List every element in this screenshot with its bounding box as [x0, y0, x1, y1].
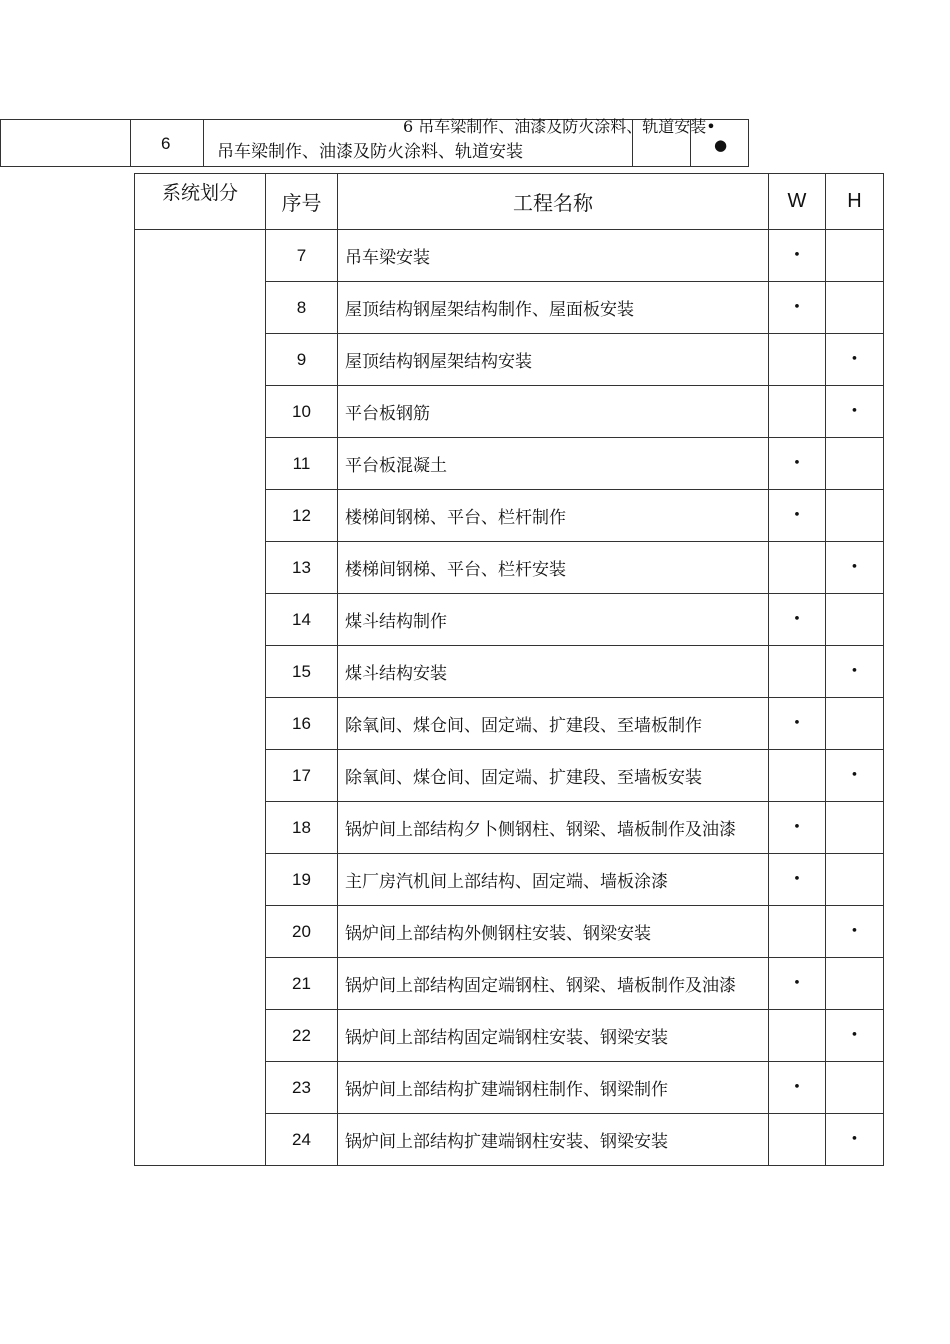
row-number: 17: [266, 750, 338, 802]
row-number: 12: [266, 490, 338, 542]
table-body: [135, 230, 884, 1166]
row-number: 11: [266, 438, 338, 490]
row-h-mark: [826, 594, 884, 646]
row-w-mark: [769, 750, 826, 802]
row-h-mark: •: [826, 386, 884, 438]
row-name: 煤斗结构制作: [338, 594, 769, 646]
row-w-mark: [769, 386, 826, 438]
row-h-mark: •: [826, 542, 884, 594]
header-system: 系统划分: [135, 174, 266, 230]
row-w-mark: [769, 1010, 826, 1062]
row-number: 22: [266, 1010, 338, 1062]
header-h: H: [826, 174, 884, 230]
row-w-mark: [769, 646, 826, 698]
row-number: 21: [266, 958, 338, 1010]
row-number: 15: [266, 646, 338, 698]
row-h-mark: [826, 282, 884, 334]
row-name: 锅炉间上部结构外侧钢柱安装、钢梁安装: [338, 906, 769, 958]
row-number: 16: [266, 698, 338, 750]
row-number: 7: [266, 230, 338, 282]
row-name: 除氧间、煤仓间、固定端、扩建段、至墙板安装: [338, 750, 769, 802]
row-number: 13: [266, 542, 338, 594]
row-name: 屋顶结构钢屋架结构制作、屋面板安装: [338, 282, 769, 334]
row-h-mark: •: [826, 750, 884, 802]
row-h-mark: [826, 958, 884, 1010]
row-h-mark: [826, 802, 884, 854]
row-name: 锅炉间上部结构扩建端钢柱安装、钢梁安装: [338, 1114, 769, 1166]
row-w-mark: •: [769, 490, 826, 542]
row-name: 锅炉间上部结构固定端钢柱、钢梁、墙板制作及油漆: [338, 958, 769, 1010]
row-w-mark: [769, 906, 826, 958]
row-h-mark: •: [826, 334, 884, 386]
row-w-mark: [769, 334, 826, 386]
row-w-mark: •: [769, 594, 826, 646]
row-name: 煤斗结构安装: [338, 646, 769, 698]
row-number: 20: [266, 906, 338, 958]
row-h-mark: [826, 490, 884, 542]
row-name: 除氧间、煤仓间、固定端、扩建段、至墙板制作: [338, 698, 769, 750]
overlay-text: 6 吊车梁制作、油漆及防火涂料、轨道安装•: [403, 117, 716, 136]
row-number: 14: [266, 594, 338, 646]
row-w-mark: •: [769, 230, 826, 282]
row-number: 9: [266, 334, 338, 386]
row-h-mark: [826, 230, 884, 282]
row-w-mark: •: [769, 854, 826, 906]
top-row-name: 吊车梁制作、油漆及防火涂料、轨道安装: [217, 142, 523, 162]
top-row-number-cell: [130, 119, 204, 167]
row-number: 23: [266, 1062, 338, 1114]
row-h-mark: •: [826, 906, 884, 958]
row-name: 锅炉间上部结构固定端钢柱安装、钢梁安装: [338, 1010, 769, 1062]
row-name: 主厂房汽机间上部结构、固定端、墙板涂漆: [338, 854, 769, 906]
row-h-mark: [826, 854, 884, 906]
row-name: 锅炉间上部结构夕卜侧钢柱、钢梁、墙板制作及油漆: [338, 802, 769, 854]
row-name: 屋顶结构钢屋架结构安装: [338, 334, 769, 386]
table-header-row: [135, 174, 884, 230]
top-row-system-cell: [0, 119, 131, 167]
row-w-mark: •: [769, 698, 826, 750]
row-w-mark: •: [769, 438, 826, 490]
row-number: 18: [266, 802, 338, 854]
project-table: [134, 173, 884, 1166]
row-h-mark: [826, 1062, 884, 1114]
row-h-mark: •: [826, 1010, 884, 1062]
row-w-mark: •: [769, 958, 826, 1010]
row-w-mark: •: [769, 282, 826, 334]
row-w-mark: •: [769, 802, 826, 854]
row-h-mark: [826, 698, 884, 750]
row-number: 10: [266, 386, 338, 438]
row-number: 19: [266, 854, 338, 906]
top-row-number: 6: [161, 134, 171, 153]
row-w-mark: [769, 1114, 826, 1166]
header-name: 工程名称: [338, 174, 769, 230]
table-row: [135, 230, 884, 282]
top-row-mark: ●: [714, 136, 728, 154]
header-number: 序号: [266, 174, 338, 230]
row-name: 楼梯间钢梯、平台、栏杆制作: [338, 490, 769, 542]
row-number: 8: [266, 282, 338, 334]
row-name: 锅炉间上部结构扩建端钢柱制作、钢梁制作: [338, 1062, 769, 1114]
row-name: 吊车梁安装: [338, 230, 769, 282]
system-division-cell: [135, 230, 266, 1166]
row-h-mark: [826, 438, 884, 490]
row-number: 24: [266, 1114, 338, 1166]
row-w-mark: •: [769, 1062, 826, 1114]
row-name: 楼梯间钢梯、平台、栏杆安装: [338, 542, 769, 594]
row-w-mark: [769, 542, 826, 594]
header-w: W: [769, 174, 826, 230]
row-h-mark: •: [826, 1114, 884, 1166]
row-name: 平台板钢筋: [338, 386, 769, 438]
row-h-mark: •: [826, 646, 884, 698]
row-name: 平台板混凝土: [338, 438, 769, 490]
